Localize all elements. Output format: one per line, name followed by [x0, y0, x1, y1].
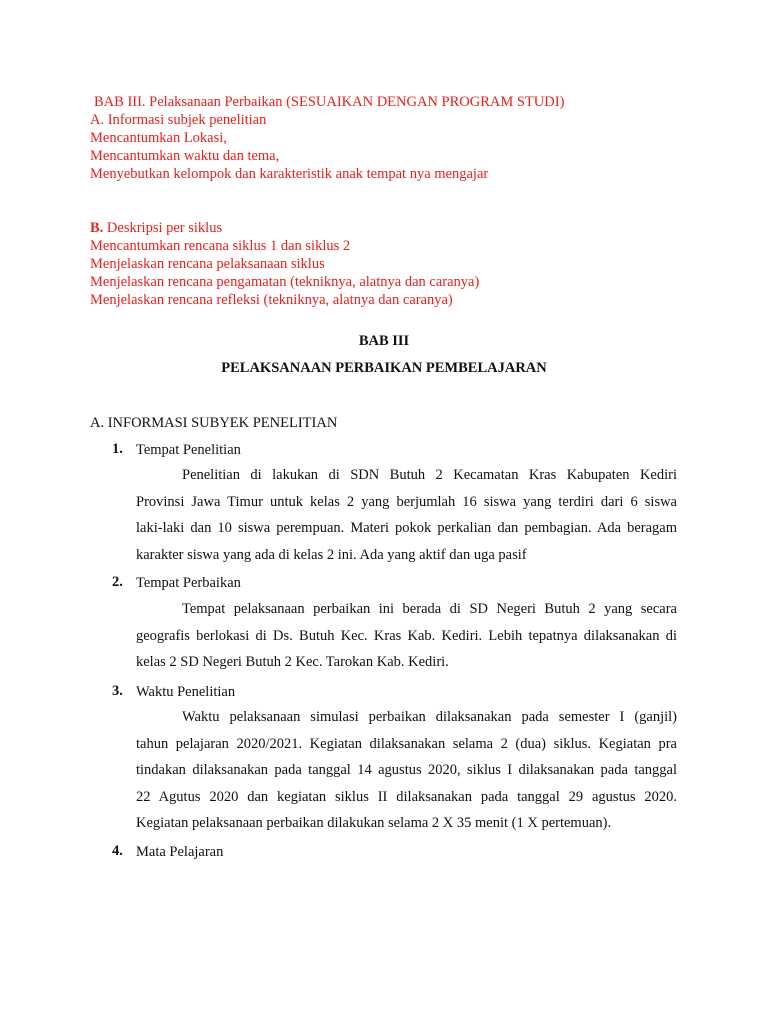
item-title: Tempat Perbaikan — [136, 575, 241, 591]
instruction-section-b — [90, 219, 222, 237]
instruction-a-item: Mencantumkan Lokasi, — [90, 130, 227, 146]
instruction-bab-title: BAB III. Pelaksanaan Perbaikan (SESUAIKAN DENGAN PROGRAM STUDI) — [94, 94, 565, 110]
item-title: Mata Pelajaran — [136, 844, 224, 860]
item-paragraph — [136, 596, 677, 676]
chapter-number: BAB III — [358, 333, 410, 349]
section-a-heading: A. INFORMASI SUBYEK PENELITIAN — [90, 415, 338, 431]
item-title: Tempat Penelitian — [136, 442, 241, 458]
paragraph-line: 22 Agutus 2020 dan kegiatan siklus II dilaksanakan pada tanggal 29 agustus 2020. — [136, 788, 677, 805]
section-b-label: Deskripsi per siklus — [106, 220, 223, 236]
item-paragraph — [136, 704, 677, 837]
instruction-section-a: A. Informasi subjek penelitian — [90, 112, 267, 128]
paragraph-line: tindakan dilaksanakan pada tanggal 14 agustus 2020, siklus I dilaksanakan pada tanggal — [136, 762, 677, 778]
instruction-b-item: Menjelaskan rencana refleksi (tekniknya, alatnya dan caranya) — [90, 292, 453, 308]
paragraph-line: Waktu pelaksanaan simulasi perbaikan dilaksanakan pada semester I (ganjil) — [182, 709, 677, 725]
instruction-a-item: Menyebutkan kelompok dan karakteristik anak tempat nya mengajar — [90, 166, 489, 182]
section-b-marker: B. — [90, 220, 104, 236]
paragraph-line: kelas 2 SD Negeri Butuh 2 Kec. Tarokan Kab. Kediri. — [136, 654, 449, 670]
paragraph-line: tahun pelajaran 2020/2021. Kegiatan dilaksanakan selama 2 (dua) siklus. Kegiatan pra — [136, 735, 677, 752]
paragraph-line: karakter siswa yang ada di kelas 2 ini. Ada yang aktif dan uga pasif — [136, 546, 527, 563]
paragraph-line: geografis berlokasi di Ds. Butuh Kec. Kras Kab. Kediri. Lebih tepatnya dilaksanakan di — [136, 627, 677, 644]
instruction-b-item: Mencantumkan rencana siklus 1 dan siklus 2 — [90, 238, 351, 254]
paragraph-line: Provinsi Jawa Timur untuk kelas 2 yang berjumlah 16 siswa yang terdiri dari 6 siswa — [136, 493, 677, 510]
paragraph-line: Kegiatan pelaksanaan perbaikan dilakukan selama 2 X 35 menit (1 X pertemuan). — [136, 815, 612, 831]
item-number: 1. — [112, 441, 123, 457]
instruction-a-item: Mencantumkan waktu dan tema, — [90, 148, 280, 164]
instruction-b-item: Menjelaskan rencana pelaksanaan siklus — [90, 256, 325, 272]
item-number: 3. — [112, 683, 123, 699]
item-paragraph — [136, 462, 677, 568]
item-title: Waktu Penelitian — [136, 684, 236, 700]
instruction-b-item: Menjelaskan rencana pengamatan (tekniknya, alatnya dan caranya) — [90, 274, 480, 290]
paragraph-line: Penelitian di lakukan di SDN Butuh 2 Kecamatan Kras Kabupaten Kediri — [182, 467, 677, 483]
item-number: 4. — [112, 843, 123, 859]
paragraph-line: laki-laki dan 10 siswa perempuan. Materi pokok perkalian dan pembagian. Ada beragam — [136, 520, 677, 536]
chapter-title: PELAKSANAAN PERBAIKAN PEMBELAJARAN — [221, 360, 547, 376]
paragraph-line: Tempat pelaksanaan perbaikan ini berada di SD Negeri Butuh 2 yang secara — [182, 601, 677, 617]
item-number: 2. — [112, 574, 123, 590]
